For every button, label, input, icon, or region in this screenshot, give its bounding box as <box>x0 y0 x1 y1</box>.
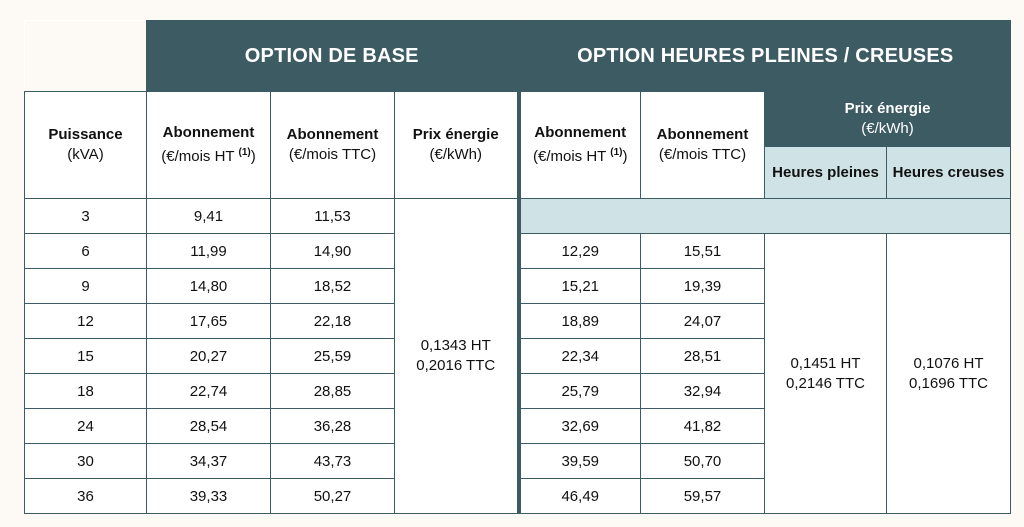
cell-hphc-ttc: 19,39 <box>641 269 765 304</box>
table-row <box>25 234 1011 269</box>
cell-base-ttc: 18,52 <box>271 269 395 304</box>
cell-base-ht: 20,27 <box>147 339 271 374</box>
cell-kva: 6 <box>25 234 147 269</box>
col-header-hphc-prix-energie: Prix énergie (€/kWh) <box>765 92 1011 147</box>
cell-base-ttc: 28,85 <box>271 374 395 409</box>
cell-base-ttc: 43,73 <box>271 444 395 479</box>
corner-blank <box>25 21 147 92</box>
cell-kva: 12 <box>25 304 147 339</box>
col-header-hphc-abonnement-ht: Abonnement (€/mois HT $^{(1)}$) <box>519 92 641 199</box>
col-header-heures-pleines: Heures pleines <box>765 147 887 199</box>
cell-hphc-ht: 25,79 <box>519 374 641 409</box>
cell-hphc-ht: 12,29 <box>519 234 641 269</box>
cell-hphc-ttc: 28,51 <box>641 339 765 374</box>
cell-base-ht: 22,74 <box>147 374 271 409</box>
cell-base-ht: 39,33 <box>147 479 271 514</box>
cell-prix-heures-pleines: 0,1451 HT 0,2146 TTC <box>765 234 887 514</box>
col-header-base-abonnement-ht: Abonnement (€/mois HT $^{(1)}$) <box>147 92 271 199</box>
cell-kva: 15 <box>25 339 147 374</box>
cell-hphc-ht: 15,21 <box>519 269 641 304</box>
cell-base-ht: 34,37 <box>147 444 271 479</box>
tarif-table <box>24 20 1011 514</box>
cell-base-ttc: 22,18 <box>271 304 395 339</box>
group-header-base: OPTION DE BASE <box>147 21 519 92</box>
cell-base-ht: 17,65 <box>147 304 271 339</box>
cell-kva: 9 <box>25 269 147 304</box>
cell-base-ht: 9,41 <box>147 199 271 234</box>
cell-hphc-ht: 46,49 <box>519 479 641 514</box>
cell-kva: 18 <box>25 374 147 409</box>
col-header-heures-creuses: Heures creuses <box>887 147 1011 199</box>
cell-base-ttc: 11,53 <box>271 199 395 234</box>
cell-hphc-ht: 32,69 <box>519 409 641 444</box>
cell-hphc-ttc: 32,94 <box>641 374 765 409</box>
col-header-puissance: Puissance (kVA) <box>25 92 147 199</box>
cell-base-ttc: 14,90 <box>271 234 395 269</box>
col-header-hphc-abonnement-ttc: Abonnement (€/mois TTC) <box>641 92 765 199</box>
cell-kva: 3 <box>25 199 147 234</box>
cell-hphc-ttc: 59,57 <box>641 479 765 514</box>
cell-base-ttc: 36,28 <box>271 409 395 444</box>
cell-hphc-ttc: 24,07 <box>641 304 765 339</box>
cell-hphc-ttc: 50,70 <box>641 444 765 479</box>
cell-prix-heures-creuses: 0,1076 HT 0,1696 TTC <box>887 234 1011 514</box>
cell-base-prix-energie: 0,1343 HT 0,2016 TTC <box>395 199 519 514</box>
group-header-hphc: OPTION HEURES PLEINES / CREUSES <box>519 21 1011 92</box>
table-row <box>25 199 1011 234</box>
cell-hphc-ttc: 15,51 <box>641 234 765 269</box>
cell-hphc-ht: 18,89 <box>519 304 641 339</box>
cell-base-ht: 11,99 <box>147 234 271 269</box>
cell-base-ht: 14,80 <box>147 269 271 304</box>
cell-base-ttc: 50,27 <box>271 479 395 514</box>
cell-hphc-ht: 22,34 <box>519 339 641 374</box>
cell-kva: 30 <box>25 444 147 479</box>
col-header-base-prix-energie: Prix énergie (€/kWh) <box>395 92 519 199</box>
col-header-base-abonnement-ttc: Abonnement (€/mois TTC) <box>271 92 395 199</box>
cell-kva: 36 <box>25 479 147 514</box>
cell-hphc-ttc: 41,82 <box>641 409 765 444</box>
cell-hphc-unavailable <box>519 199 1011 234</box>
cell-base-ttc: 25,59 <box>271 339 395 374</box>
cell-kva: 24 <box>25 409 147 444</box>
cell-hphc-ht: 39,59 <box>519 444 641 479</box>
cell-base-ht: 28,54 <box>147 409 271 444</box>
